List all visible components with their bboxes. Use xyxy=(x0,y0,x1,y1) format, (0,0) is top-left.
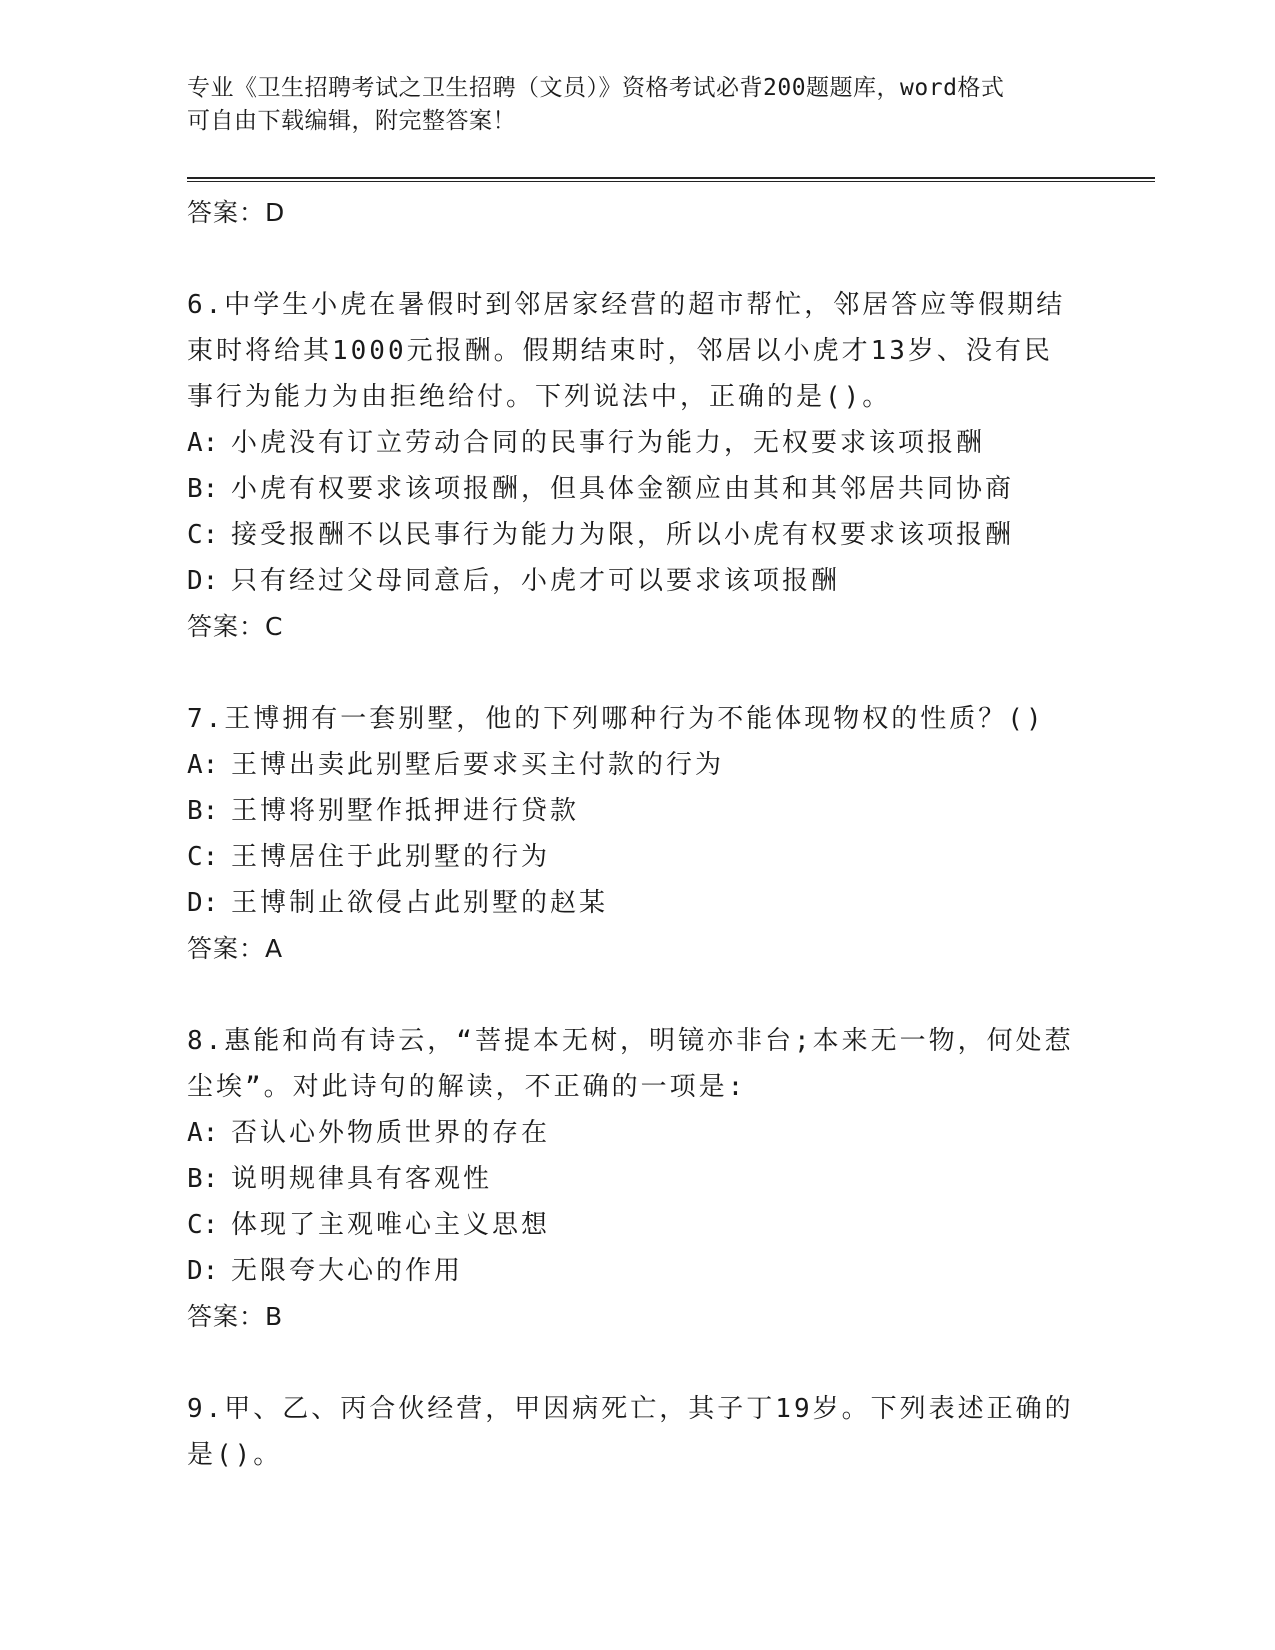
option-letter: A: xyxy=(187,750,219,780)
question-8 xyxy=(187,1018,1087,1340)
option-letter: C: xyxy=(187,520,219,550)
spacer xyxy=(187,236,1087,282)
option-text: 体现了主观唯心主义思想 xyxy=(231,1210,551,1240)
option-text: 否认心外物质世界的存在 xyxy=(231,1118,551,1148)
option-text: 接受报酬不以民事行为能力为限，所以小虎有权要求该项报酬 xyxy=(231,520,1015,550)
option-letter: D: xyxy=(187,566,219,596)
question-6-option-b xyxy=(187,466,1087,512)
question-6-option-d xyxy=(187,558,1087,604)
question-8-option-b xyxy=(187,1156,1087,1202)
option-text: 小虎有权要求该项报酬，但具体金额应由其和其邻居共同协商 xyxy=(231,474,1015,504)
option-text: 王博出卖此别墅后要求买主付款的行为 xyxy=(231,750,725,780)
question-6 xyxy=(187,282,1087,650)
question-8-stem-line: 8.惠能和尚有诗云，“菩提本无树，明镜亦非台;本来无一物，何处惹 xyxy=(187,1026,1074,1056)
spacer xyxy=(187,972,1087,1018)
question-6-option-a xyxy=(187,420,1087,466)
answer-q5: 答案：D xyxy=(187,198,286,227)
question-8-option-c xyxy=(187,1202,1087,1248)
question-7-option-c xyxy=(187,834,1087,880)
question-7-option-b xyxy=(187,788,1087,834)
spacer xyxy=(187,650,1087,696)
question-6-stem-line: 事行为能力为由拒绝给付。下列说法中，正确的是()。 xyxy=(187,382,892,412)
question-8-option-a xyxy=(187,1110,1087,1156)
option-letter: B: xyxy=(187,796,219,826)
option-letter: B: xyxy=(187,474,219,504)
question-9-stem-line: 9.甲、乙、丙合伙经营，甲因病死亡，其子丁19岁。下列表述正确的 xyxy=(187,1394,1074,1424)
question-8-option-d xyxy=(187,1248,1087,1294)
question-6-stem-line: 束时将给其1000元报酬。假期结束时，邻居以小虎才13岁、没有民 xyxy=(187,336,1053,366)
header-rule-thick xyxy=(187,177,1155,179)
question-7-option-d xyxy=(187,880,1087,926)
answer-q7: 答案：A xyxy=(187,934,284,963)
question-9 xyxy=(187,1386,1087,1478)
header-line-1: 专业《卫生招聘考试之卫生招聘（文员）》资格考试必背200题题库，word格式 xyxy=(187,75,1005,101)
header-rule-thin xyxy=(187,181,1155,182)
option-text: 王博居住于此别墅的行为 xyxy=(231,842,551,872)
option-text: 王博将别墅作抵押进行贷款 xyxy=(231,796,580,826)
answer-q6: 答案：C xyxy=(187,612,284,641)
option-text: 小虎没有订立劳动合同的民事行为能力，无权要求该项报酬 xyxy=(231,428,986,458)
option-text: 无限夸大心的作用 xyxy=(231,1256,464,1286)
option-letter: C: xyxy=(187,842,219,872)
question-list xyxy=(187,190,1087,1478)
question-6-option-c xyxy=(187,512,1087,558)
header-line-2: 可自由下载编辑，附完整答案！ xyxy=(187,108,516,134)
spacer xyxy=(187,1340,1087,1386)
option-letter: B: xyxy=(187,1164,219,1194)
answer-q8: 答案：B xyxy=(187,1302,284,1331)
option-text: 只有经过父母同意后，小虎才可以要求该项报酬 xyxy=(231,566,841,596)
document-header xyxy=(187,72,1087,138)
option-letter: A: xyxy=(187,1118,219,1148)
option-letter: C: xyxy=(187,1210,219,1240)
question-7-option-a xyxy=(187,742,1087,788)
option-letter: D: xyxy=(187,1256,219,1286)
question-8-stem-line: 尘埃”。对此诗句的解读，不正确的一项是: xyxy=(187,1072,747,1102)
question-7-stem-line: 7.王博拥有一套别墅，他的下列哪种行为不能体现物权的性质？() xyxy=(187,704,1045,734)
question-9-stem-line: 是()。 xyxy=(187,1440,283,1470)
option-text: 说明规律具有客观性 xyxy=(231,1164,493,1194)
option-letter: A: xyxy=(187,428,219,458)
option-text: 王博制止欲侵占此别墅的赵某 xyxy=(231,888,609,918)
option-letter: D: xyxy=(187,888,219,918)
question-7 xyxy=(187,696,1087,972)
question-6-stem-line: 6.中学生小虎在暑假时到邻居家经营的超市帮忙，邻居答应等假期结 xyxy=(187,290,1066,320)
